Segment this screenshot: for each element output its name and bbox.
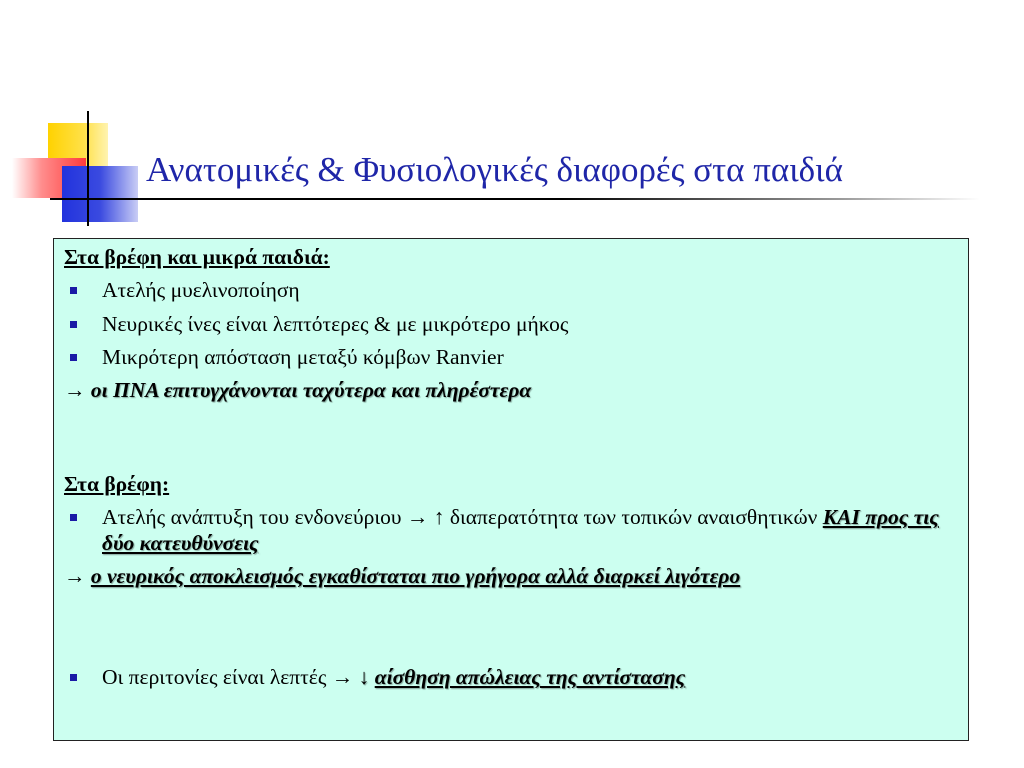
title-underline [50, 198, 980, 200]
spacer [64, 404, 958, 472]
bullet-emphasis: αίσθηση απώλειας της αντίστασης [374, 665, 686, 690]
bullet-text: Νευρικές ίνες είναι λεπτότερες & με μικρότερο μήκος [102, 311, 569, 336]
bullet-item [64, 505, 958, 556]
conclusion-line-2 [64, 564, 958, 589]
square-bullet-icon [70, 514, 77, 521]
decor-vertical-line [87, 111, 89, 226]
conclusion-line-1 [64, 378, 958, 403]
down-arrow-icon: ↓ [358, 665, 370, 690]
square-bullet-icon [70, 321, 77, 328]
square-bullet-icon [70, 674, 77, 681]
bullet-text: Μικρότερη απόσταση μεταξύ κόμβων Ranvier [102, 345, 504, 370]
conclusion-text: ο νευρικός αποκλεισμός εγκαθίσταται πιο γρήγορα αλλά διαρκεί λιγότερο [90, 563, 741, 588]
slide-title: Ανατομικές & Φυσιολογικές διαφορές στα παιδιά [146, 150, 843, 189]
bullet-text: Ατελής μυελινοποίηση [102, 278, 300, 303]
bullet-text: Οι περιτονίες είναι λεπτές → [102, 665, 359, 690]
content-box [53, 238, 969, 741]
right-arrow-icon: → [64, 378, 86, 403]
right-arrow-icon: → [64, 563, 86, 588]
decor-blue-square [62, 166, 138, 222]
bullet-item [64, 345, 958, 370]
bullet-item [64, 665, 958, 690]
square-bullet-icon [70, 287, 77, 294]
spacer [64, 589, 958, 657]
conclusion-text: οι ΠΝΑ επιτυγχάνονται ταχύτερα και πληρέστερα [90, 378, 532, 403]
bullet-text: Ατελής ανάπτυξη του ενδονεύριου → ↑ διαπερατότητα των τοπικών αναισθητικών [102, 505, 823, 530]
bullet-emphasis: ΚΑΙ προς τις δύο κατευθύνσεις [102, 505, 939, 555]
square-bullet-icon [70, 354, 77, 361]
section-heading-infants-children: Στα βρέφη και μικρά παιδιά: [64, 245, 330, 269]
bullet-item [64, 278, 958, 303]
bullet-item [64, 312, 958, 337]
section-heading-infants: Στα βρέφη: [64, 471, 170, 496]
